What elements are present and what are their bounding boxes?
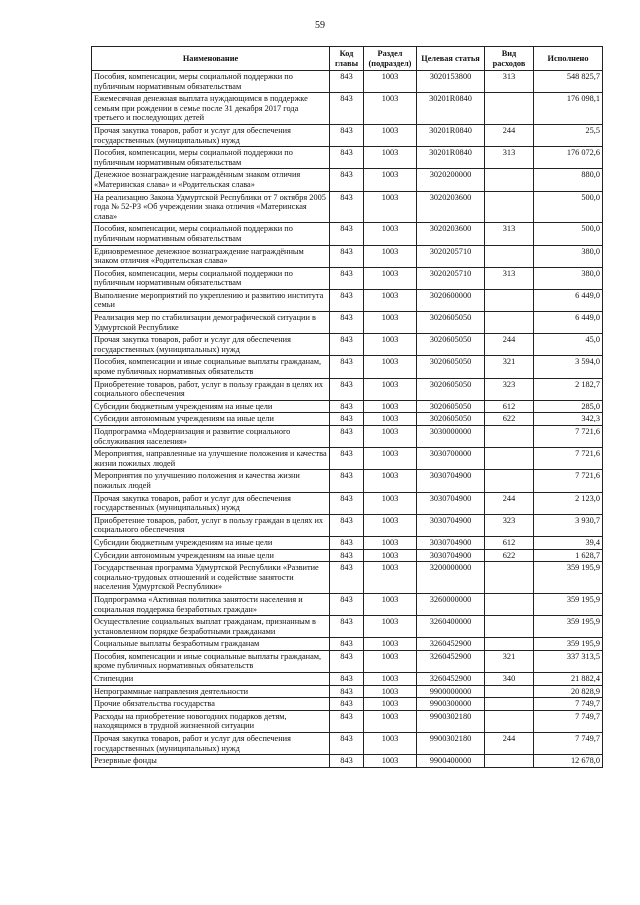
cell-ispolneno: 21 882,4 — [534, 673, 603, 686]
cell-kod: 843 — [330, 413, 364, 426]
cell-celevaya: 30201R0840 — [417, 124, 485, 146]
header-razdel: Раздел (подраздел) — [364, 47, 417, 71]
cell-kod: 843 — [330, 698, 364, 711]
cell-razdel: 1003 — [364, 191, 417, 223]
cell-vid — [485, 562, 534, 594]
cell-ispolneno: 20 828,9 — [534, 685, 603, 698]
cell-kod: 843 — [330, 93, 364, 125]
cell-kod: 843 — [330, 710, 364, 732]
cell-kod: 843 — [330, 71, 364, 93]
table-row — [92, 378, 603, 400]
cell-ispolneno: 176 072,6 — [534, 147, 603, 169]
cell-vid: 622 — [485, 549, 534, 562]
cell-name: Субсидии бюджетным учреждениям на иные цели — [92, 536, 330, 549]
cell-name: Прочая закупка товаров, работ и услуг для обеспечения государственных (муниципальных) нужд — [92, 334, 330, 356]
cell-name: Субсидии бюджетным учреждениям на иные цели — [92, 400, 330, 413]
cell-ispolneno: 359 195,9 — [534, 638, 603, 651]
cell-ispolneno: 7 721,6 — [534, 426, 603, 448]
cell-vid: 321 — [485, 356, 534, 378]
cell-kod: 843 — [330, 616, 364, 638]
cell-celevaya: 9900400000 — [417, 755, 485, 768]
table-row — [92, 616, 603, 638]
cell-ispolneno: 2 182,7 — [534, 378, 603, 400]
cell-razdel: 1003 — [364, 426, 417, 448]
cell-vid — [485, 448, 534, 470]
cell-razdel: 1003 — [364, 710, 417, 732]
table-row — [92, 413, 603, 426]
table-row — [92, 755, 603, 768]
cell-celevaya: 3030704900 — [417, 549, 485, 562]
cell-razdel: 1003 — [364, 448, 417, 470]
cell-kod: 843 — [330, 334, 364, 356]
cell-razdel: 1003 — [364, 562, 417, 594]
cell-vid — [485, 289, 534, 311]
cell-kod: 843 — [330, 169, 364, 191]
cell-razdel: 1003 — [364, 673, 417, 686]
cell-celevaya: 3030000000 — [417, 426, 485, 448]
cell-name: Денежное вознаграждение награждённым знаком отличия «Материнская слава» и «Родительская слава» — [92, 169, 330, 191]
cell-kod: 843 — [330, 562, 364, 594]
table-row — [92, 400, 603, 413]
cell-vid: 313 — [485, 223, 534, 245]
table-row — [92, 492, 603, 514]
cell-celevaya: 9900302180 — [417, 710, 485, 732]
cell-razdel: 1003 — [364, 492, 417, 514]
cell-name: Пособия, компенсации и иные социальные выплаты гражданам, кроме публичных нормативных обязательств — [92, 650, 330, 672]
cell-ispolneno: 342,3 — [534, 413, 603, 426]
cell-name: Мероприятия по улучшению положения и качества жизни пожилых людей — [92, 470, 330, 492]
cell-razdel: 1003 — [364, 616, 417, 638]
cell-celevaya: 3020605050 — [417, 356, 485, 378]
cell-celevaya: 3020605050 — [417, 400, 485, 413]
table-row — [92, 650, 603, 672]
cell-ispolneno: 6 449,0 — [534, 289, 603, 311]
cell-celevaya: 3260000000 — [417, 593, 485, 615]
cell-kod: 843 — [330, 755, 364, 768]
cell-kod: 843 — [330, 312, 364, 334]
cell-ispolneno: 7 749,7 — [534, 733, 603, 755]
cell-kod: 843 — [330, 448, 364, 470]
cell-name: Прочая закупка товаров, работ и услуг для обеспечения государственных (муниципальных) нужд — [92, 124, 330, 146]
cell-razdel: 1003 — [364, 470, 417, 492]
table-row — [92, 147, 603, 169]
cell-name: Субсидии автономным учреждениям на иные цели — [92, 413, 330, 426]
cell-name: Подпрограмма «Модернизация и развитие социального обслуживания населения» — [92, 426, 330, 448]
cell-ispolneno: 1 628,7 — [534, 549, 603, 562]
cell-celevaya: 9900000000 — [417, 685, 485, 698]
cell-name: Резервные фонды — [92, 755, 330, 768]
table-row — [92, 223, 603, 245]
table-row — [92, 169, 603, 191]
table-row — [92, 685, 603, 698]
cell-razdel: 1003 — [364, 356, 417, 378]
cell-name: Непрограммные направления деятельности — [92, 685, 330, 698]
cell-vid: 313 — [485, 71, 534, 93]
cell-vid — [485, 638, 534, 651]
cell-razdel: 1003 — [364, 378, 417, 400]
cell-name: Пособия, компенсации, меры социальной поддержки по публичным нормативным обязательствам — [92, 71, 330, 93]
cell-celevaya: 3020605050 — [417, 378, 485, 400]
cell-celevaya: 30201R0840 — [417, 147, 485, 169]
cell-razdel: 1003 — [364, 733, 417, 755]
cell-vid: 340 — [485, 673, 534, 686]
cell-razdel: 1003 — [364, 593, 417, 615]
cell-kod: 843 — [330, 289, 364, 311]
table-row — [92, 245, 603, 267]
cell-celevaya: 3020605050 — [417, 413, 485, 426]
cell-kod: 843 — [330, 673, 364, 686]
cell-name: Прочая закупка товаров, работ и услуг для обеспечения государственных (муниципальных) нужд — [92, 733, 330, 755]
cell-razdel: 1003 — [364, 289, 417, 311]
cell-celevaya: 3030700000 — [417, 448, 485, 470]
cell-celevaya: 3200000000 — [417, 562, 485, 594]
cell-kod: 843 — [330, 191, 364, 223]
cell-celevaya: 3020600000 — [417, 289, 485, 311]
cell-vid: 313 — [485, 147, 534, 169]
table-row — [92, 312, 603, 334]
cell-ispolneno: 359 195,9 — [534, 616, 603, 638]
cell-name: Субсидии автономным учреждениям на иные цели — [92, 549, 330, 562]
cell-razdel: 1003 — [364, 245, 417, 267]
table-row — [92, 562, 603, 594]
cell-name: Прочая закупка товаров, работ и услуг для обеспечения государственных (муниципальных) нужд — [92, 492, 330, 514]
cell-celevaya: 30201R0840 — [417, 93, 485, 125]
cell-vid: 323 — [485, 378, 534, 400]
cell-vid — [485, 169, 534, 191]
cell-name: Ежемесячная денежная выплата нуждающимся в поддержке семьям при рождении в семье после 31 декабря 2017 года третьего и последующих детей — [92, 93, 330, 125]
cell-vid: 244 — [485, 492, 534, 514]
cell-razdel: 1003 — [364, 413, 417, 426]
header-ispolneno: Исполнено — [534, 47, 603, 71]
cell-razdel: 1003 — [364, 169, 417, 191]
cell-vid — [485, 685, 534, 698]
table-row — [92, 638, 603, 651]
cell-name: На реализацию Закона Удмуртской Республики от 7 октября 2005 года № 52-РЗ «Об учреждении знака отличия «Материнская слава» — [92, 191, 330, 223]
table-row — [92, 536, 603, 549]
cell-razdel: 1003 — [364, 267, 417, 289]
table-row — [92, 191, 603, 223]
cell-kod: 843 — [330, 549, 364, 562]
cell-razdel: 1003 — [364, 685, 417, 698]
cell-kod: 843 — [330, 536, 364, 549]
cell-ispolneno: 359 195,9 — [534, 562, 603, 594]
cell-vid — [485, 616, 534, 638]
cell-vid — [485, 312, 534, 334]
cell-name: Приобретение товаров, работ, услуг в пользу граждан в целях их социального обеспечения — [92, 378, 330, 400]
page-number: 59 — [315, 20, 325, 31]
cell-name: Прочие обязательства государства — [92, 698, 330, 711]
cell-celevaya: 3030704900 — [417, 470, 485, 492]
cell-vid — [485, 245, 534, 267]
cell-razdel: 1003 — [364, 124, 417, 146]
table-row — [92, 356, 603, 378]
cell-vid — [485, 93, 534, 125]
cell-vid — [485, 698, 534, 711]
cell-kod: 843 — [330, 593, 364, 615]
header-name: Наименование — [92, 47, 330, 71]
cell-celevaya: 3030704900 — [417, 536, 485, 549]
cell-kod: 843 — [330, 378, 364, 400]
cell-ispolneno: 500,0 — [534, 223, 603, 245]
cell-ispolneno: 500,0 — [534, 191, 603, 223]
header-kod: Код главы — [330, 47, 364, 71]
cell-ispolneno: 359 195,9 — [534, 593, 603, 615]
cell-ispolneno: 6 449,0 — [534, 312, 603, 334]
cell-vid — [485, 755, 534, 768]
cell-ispolneno: 12 678,0 — [534, 755, 603, 768]
cell-ispolneno: 7 749,7 — [534, 710, 603, 732]
cell-razdel: 1003 — [364, 334, 417, 356]
cell-razdel: 1003 — [364, 312, 417, 334]
table-row — [92, 733, 603, 755]
cell-name: Осуществление социальных выплат гражданам, признанным в установленном порядке безработными гражданами — [92, 616, 330, 638]
table-row — [92, 673, 603, 686]
cell-ispolneno: 3 930,7 — [534, 514, 603, 536]
table-row — [92, 514, 603, 536]
table-row — [92, 124, 603, 146]
cell-ispolneno: 7 721,6 — [534, 448, 603, 470]
cell-vid — [485, 710, 534, 732]
cell-razdel: 1003 — [364, 755, 417, 768]
cell-celevaya: 9900300000 — [417, 698, 485, 711]
cell-kod: 843 — [330, 245, 364, 267]
cell-name: Мероприятия, направленные на улучшение положения и качества жизни пожилых людей — [92, 448, 330, 470]
cell-razdel: 1003 — [364, 147, 417, 169]
cell-celevaya: 3020200000 — [417, 169, 485, 191]
cell-ispolneno: 176 098,1 — [534, 93, 603, 125]
cell-razdel: 1003 — [364, 650, 417, 672]
cell-kod: 843 — [330, 400, 364, 413]
header-vid: Вид расходов — [485, 47, 534, 71]
table-row — [92, 549, 603, 562]
cell-vid: 321 — [485, 650, 534, 672]
cell-name: Стипендии — [92, 673, 330, 686]
budget-table — [91, 46, 603, 768]
cell-vid: 244 — [485, 733, 534, 755]
cell-ispolneno: 337 313,5 — [534, 650, 603, 672]
header-celevaya: Целевая статья — [417, 47, 485, 71]
cell-kod: 843 — [330, 638, 364, 651]
cell-vid: 323 — [485, 514, 534, 536]
table-row — [92, 470, 603, 492]
cell-celevaya: 3030704900 — [417, 514, 485, 536]
cell-celevaya: 3020153800 — [417, 71, 485, 93]
cell-celevaya: 3020605050 — [417, 334, 485, 356]
table-row — [92, 267, 603, 289]
cell-name: Реализация мер по стабилизации демографической ситуации в Удмуртской Республике — [92, 312, 330, 334]
table-row — [92, 334, 603, 356]
cell-razdel: 1003 — [364, 549, 417, 562]
cell-kod: 843 — [330, 124, 364, 146]
cell-celevaya: 3030704900 — [417, 492, 485, 514]
cell-name: Пособия, компенсации и иные социальные выплаты гражданам, кроме публичных нормативных обязательств — [92, 356, 330, 378]
cell-vid — [485, 191, 534, 223]
cell-vid: 612 — [485, 536, 534, 549]
cell-kod: 843 — [330, 514, 364, 536]
cell-ispolneno: 2 123,0 — [534, 492, 603, 514]
cell-kod: 843 — [330, 147, 364, 169]
cell-kod: 843 — [330, 223, 364, 245]
table-row — [92, 426, 603, 448]
cell-vid: 612 — [485, 400, 534, 413]
cell-vid: 313 — [485, 267, 534, 289]
cell-razdel: 1003 — [364, 638, 417, 651]
cell-ispolneno: 7 749,7 — [534, 698, 603, 711]
cell-ispolneno: 548 825,7 — [534, 71, 603, 93]
cell-name: Единовременное денежное вознаграждение награждённым знаком отличия «Родительская слава» — [92, 245, 330, 267]
cell-celevaya: 9900302180 — [417, 733, 485, 755]
cell-name: Государственная программа Удмуртской Республики «Развитие социально-трудовых отношений и содействие занятости населения Удмуртской Республики» — [92, 562, 330, 594]
cell-vid — [485, 426, 534, 448]
cell-vid: 244 — [485, 124, 534, 146]
cell-name: Подпрограмма «Активная политика занятости населения и социальная поддержка безработных граждан» — [92, 593, 330, 615]
cell-name: Пособия, компенсации, меры социальной поддержки по публичным нормативным обязательствам — [92, 223, 330, 245]
cell-name: Приобретение товаров, работ, услуг в пользу граждан в целях их социального обеспечения — [92, 514, 330, 536]
table-row — [92, 93, 603, 125]
cell-celevaya: 3020203600 — [417, 191, 485, 223]
cell-ispolneno: 380,0 — [534, 245, 603, 267]
cell-celevaya: 3260452900 — [417, 650, 485, 672]
cell-razdel: 1003 — [364, 400, 417, 413]
cell-ispolneno: 3 594,0 — [534, 356, 603, 378]
cell-celevaya: 3260452900 — [417, 638, 485, 651]
table-row — [92, 698, 603, 711]
cell-vid: 622 — [485, 413, 534, 426]
cell-razdel: 1003 — [364, 71, 417, 93]
cell-razdel: 1003 — [364, 536, 417, 549]
cell-ispolneno: 880,0 — [534, 169, 603, 191]
cell-kod: 843 — [330, 492, 364, 514]
cell-razdel: 1003 — [364, 93, 417, 125]
table-body — [92, 71, 603, 768]
cell-razdel: 1003 — [364, 514, 417, 536]
cell-name: Пособия, компенсации, меры социальной поддержки по публичным нормативным обязательствам — [92, 147, 330, 169]
cell-razdel: 1003 — [364, 698, 417, 711]
cell-kod: 843 — [330, 733, 364, 755]
cell-vid — [485, 593, 534, 615]
table-row — [92, 448, 603, 470]
cell-celevaya: 3260452900 — [417, 673, 485, 686]
cell-name: Социальные выплаты безработным гражданам — [92, 638, 330, 651]
cell-ispolneno: 7 721,6 — [534, 470, 603, 492]
cell-ispolneno: 380,0 — [534, 267, 603, 289]
cell-ispolneno: 25,5 — [534, 124, 603, 146]
cell-kod: 843 — [330, 470, 364, 492]
cell-celevaya: 3020205710 — [417, 245, 485, 267]
cell-ispolneno: 45,0 — [534, 334, 603, 356]
table-row — [92, 71, 603, 93]
cell-celevaya: 3020205710 — [417, 267, 485, 289]
cell-vid — [485, 470, 534, 492]
cell-name: Пособия, компенсации, меры социальной поддержки по публичным нормативным обязательствам — [92, 267, 330, 289]
cell-celevaya: 3260400000 — [417, 616, 485, 638]
cell-kod: 843 — [330, 650, 364, 672]
cell-name: Расходы на приобретение новогодних подарков детям, находящимся в трудной жизненной ситуации — [92, 710, 330, 732]
cell-kod: 843 — [330, 426, 364, 448]
cell-kod: 843 — [330, 685, 364, 698]
table-row — [92, 710, 603, 732]
cell-ispolneno: 39,4 — [534, 536, 603, 549]
cell-ispolneno: 285,0 — [534, 400, 603, 413]
cell-vid: 244 — [485, 334, 534, 356]
table-row — [92, 289, 603, 311]
cell-name: Выполнение мероприятий по укреплению и развитию института семьи — [92, 289, 330, 311]
cell-razdel: 1003 — [364, 223, 417, 245]
cell-celevaya: 3020605050 — [417, 312, 485, 334]
cell-kod: 843 — [330, 267, 364, 289]
table-row — [92, 593, 603, 615]
cell-kod: 843 — [330, 356, 364, 378]
cell-celevaya: 3020203600 — [417, 223, 485, 245]
table-header-row — [92, 47, 603, 71]
